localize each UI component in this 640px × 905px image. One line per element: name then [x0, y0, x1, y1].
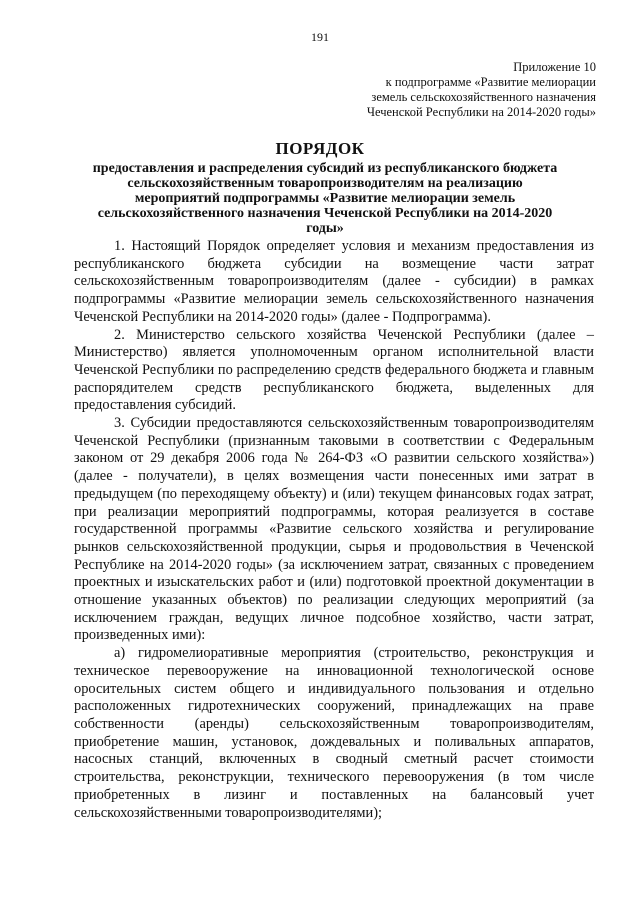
paragraph-2: 2. Министерство сельского хозяйства Чеченской Республики (далее – Министерство) является уполномоченным органом исполнительной власти Чеченской Республики по распределению средств федерального бюджета и главным распорядителем средств республиканского бюджета, выделенных для предоставления субсидий. — [74, 326, 594, 414]
subtitle-line: годы» — [306, 221, 344, 236]
appendix-note — [266, 60, 596, 120]
appendix-line: Приложение 10 — [513, 60, 596, 74]
appendix-line: земель сельскохозяйственного назначения — [371, 90, 596, 104]
paragraph-3: 3. Субсидии предоставляются сельскохозяйственным товаропроизводителям Чеченской Республики (признанным таковыми в соответствии с Федеральным законом от 29 декабря 2006 года № 264-ФЗ «О развитии сельского хозяйства») (далее - получатели), в целях возмещения части понесенных ими затрат в предыдущем (по переходящему объекту) и (или) текущем финансовых годах затрат, при реализации мероприятий подпрограммы, которая реализуется в составе государственной программы «Развитие сельского хозяйства и регулирование рынков сельскохозяйственной продукции, сырья и продовольствия в Чеченской Республике на 2014-2020 годы» (за исключением затрат, связанных с проведением проектных и изыскательских работ и (или) подготовкой проектной документации в отношение указанных объектов) по реализации следующих мероприятий (за исключением граждан, ведущих личное подсобное хозяйство, части затрат, произведенных ими): — [74, 415, 594, 644]
document-title: ПОРЯДОК — [275, 139, 365, 158]
appendix-line: Чеченской Республики на 2014-2020 годы» — [366, 105, 596, 119]
paragraph-3a: а) гидромелиоративные мероприятия (строительство, реконструкция и техническое перевооружение на инновационной технологической основе оросительных систем общего и индивидуального пользования и отдельно расположенных гидротехнических сооружений, принадлежащих на праве собственности (аренды) сельскохозяйственным товаропроизводителям, приобретение машин, установок, дождевальных и поливальных аппаратов, насосных станций, включенных в сводный сметный расчет стоимости строительства, реконструкции, технического перевооружения (в том числе приобретенных в лизинг и поставленных на балансовый учет сельскохозяйственными товаропроизводителями); — [74, 645, 594, 821]
page-number: 191 — [311, 30, 329, 44]
subtitle-line: сельскохозяйственного назначения Чеченской Республики на 2014-2020 — [97, 206, 553, 221]
subtitle-line: мероприятий подпрограммы «Развитие мелиорации земель — [134, 191, 516, 206]
appendix-line: к подпрограмме «Развитие мелиорации — [385, 75, 596, 89]
subtitle-line: предоставления и распределения субсидий из республиканского бюджета — [92, 161, 558, 176]
subtitle-line: сельскохозяйственным товаропроизводителям на реализацию — [127, 176, 523, 191]
paragraph-1: 1. Настоящий Порядок определяет условия и механизм предоставления из республиканского бюджета субсидии на возмещение части затрат сельскохозяйственным товаропроизводителям (далее - субсидии) в рамках подпрограммы «Развитие мелиорации земель сельскохозяйственного назначения Чеченской Республики на 2014-2020 годы» (далее - Подпрограмма). — [74, 238, 594, 325]
document-subtitle — [80, 161, 570, 236]
document-body — [74, 238, 594, 822]
